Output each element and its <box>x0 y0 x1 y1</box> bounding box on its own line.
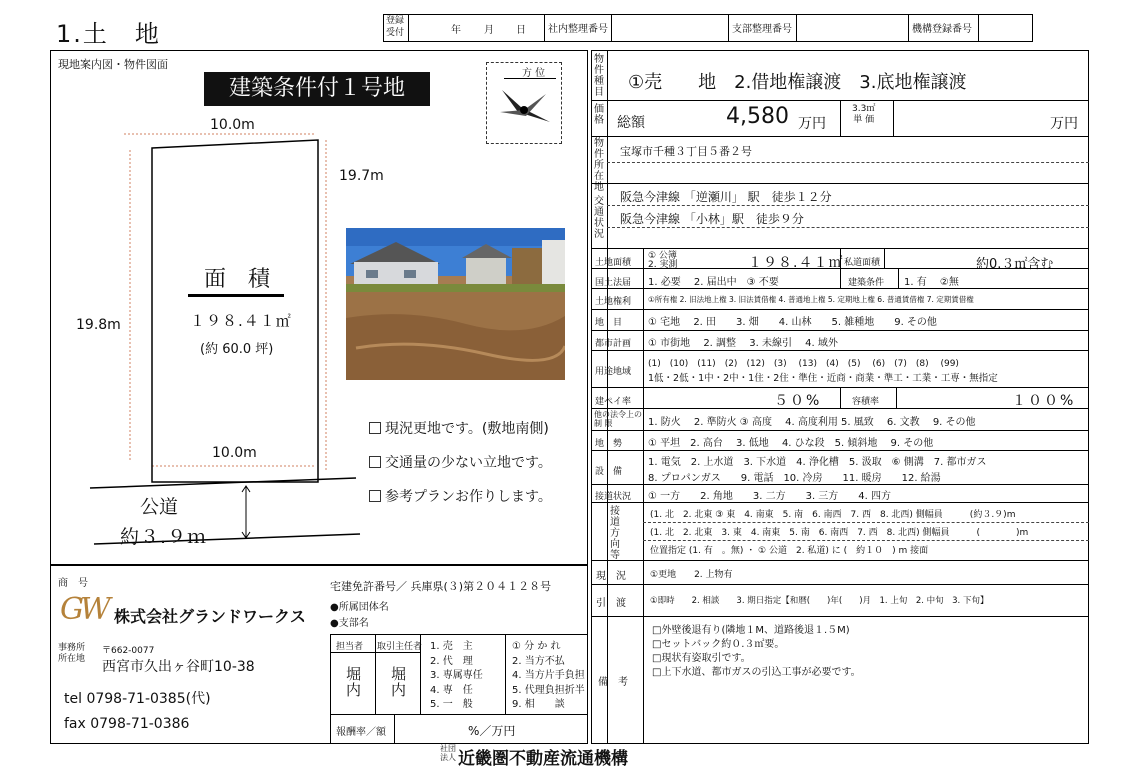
transport-2: 阪急今津線 「小林」駅 徒歩９分 <box>620 212 804 226</box>
build-cond-label: 建築条件 <box>848 278 885 288</box>
terrain-label: 地 勢 <box>595 439 623 449</box>
postal-code: 〒662-0077 <box>102 646 155 656</box>
fee-value: %／万円 <box>468 724 516 738</box>
corp-tag: 社団 法人 <box>440 744 456 762</box>
road-dir-3: 位置指定 (1. 有 。無) ・ ① 公道 2. 私道) に ( 約１０ ) m 接面 <box>650 546 929 556</box>
registration-label: 登録 受付 <box>386 16 405 38</box>
section-title: 1.土 地 <box>56 20 161 48</box>
handover: ①即時 2. 相談 3. 期日指定【和暦( )年( )月 1. 上旬 2. 中旬 3. 下旬】 <box>650 596 989 606</box>
zoning-names: 1低・2低・1中・2中・1住・2住・準住・近商・商業・準工・工業・工専・無指定 <box>648 373 998 384</box>
utilities-label: 設 備 <box>595 467 623 477</box>
property-location: 宝塚市千種３丁目５番２号 <box>620 145 752 158</box>
office-label: 事務所 所在地 <box>58 643 86 664</box>
company-tel: tel 0798-71-0385(代) <box>64 691 211 707</box>
other-limits: 1. 防火 2. 準防火 ③ 高度 4. 高度利用 5. 風致 6. 文教 9. その他 <box>648 417 976 428</box>
org-name: 近畿圏不動産流通機構 <box>458 749 628 766</box>
property-types: ①売 地 2.借地権譲渡 3.底地権譲渡 <box>628 72 967 93</box>
zoning-label: 用途地域 <box>595 367 632 377</box>
city-plan-label: 都市計画 <box>595 339 632 349</box>
remarks-list: □外壁後退有り(隣地１M、道路後退１.５M) □セットバック約０.３㎡要。 □現状有姿取引です。 □上下水道、都市ガスの引込工事が必要です。 <box>652 625 861 678</box>
top-width: 10.0m <box>210 117 255 133</box>
land-area-kind: ① 公簿 2. 実測 <box>648 251 678 270</box>
national-law-label: 国土法届 <box>595 278 632 288</box>
zoning-codes: (1) (10) (11) (2) (12) (3) (13) (4) (5) (6) (7) (8) (99) <box>648 359 959 369</box>
road-dir-1: (1. 北 2. 北東 ③ 東 4. 南東 5. 南 6. 南西 7. 西 8. 北西) 側幅員 (約３.９)m <box>650 510 1016 520</box>
coverage-label: 建ぺイ率 <box>595 397 632 407</box>
status: ①更地 2. 上物有 <box>650 570 733 580</box>
branch-no-label: 支部整理番号 <box>732 24 792 35</box>
company-name: 株式会社グランドワークス <box>114 607 306 626</box>
coverage-ratio: ５０% <box>774 393 822 409</box>
staff-label: 担当者 <box>336 642 364 652</box>
right-depth: 19.7m <box>339 168 384 184</box>
company-fax: fax 0798-71-0386 <box>64 716 190 732</box>
assoc-label: ●所属団体名 <box>330 602 389 613</box>
left-depth: 19.8m <box>76 317 121 333</box>
transport-label: 交通状況 <box>594 196 604 240</box>
price-value: 4,580 <box>726 104 789 129</box>
location-label: 物件所在地 <box>594 138 604 193</box>
land-cat: ① 宅地 2. 田 3. 畑 4. 山林 5. 雑種地 9. その他 <box>648 317 937 328</box>
type-label: 物件種目 <box>594 54 604 98</box>
banner-title: 建築条件付１号地 <box>204 72 430 106</box>
transport-1: 阪急今津線 「逆瀬川」 駅 徒歩１２分 <box>620 190 832 204</box>
far-label: 容積率 <box>852 397 880 407</box>
unit-price-label: 3.3㎡ 単 価 <box>852 104 876 125</box>
compass-label: 方 位 <box>522 68 546 79</box>
land-area: １９８.４１㎡ <box>748 255 844 271</box>
terrain: ① 平坦 2. 高台 3. 低地 4. ひな段 5. 傾斜地 9. その他 <box>648 438 934 449</box>
bottom-width: 10.0m <box>212 445 257 461</box>
national-law: 1. 必要 2. 届出中 ③ 不要 <box>648 277 779 288</box>
company-address: 西宮市久出ヶ谷町10-38 <box>102 659 255 675</box>
price-unit: 万円 <box>798 116 826 132</box>
other-limits-label: 他の法令上の 制 限 <box>594 410 642 428</box>
manager-name: 堀 内 <box>391 665 407 699</box>
city-plan: ① 市街地 2. 調整 3. 未線引 4. 域外 <box>648 338 838 349</box>
road-label: 公道 <box>140 496 179 518</box>
split-list: ① 分 か れ 2. 当方不払 4. 当方片手負担 5. 代理負担折半 9. 相 談 <box>512 641 585 710</box>
org-no-label: 機構登録番号 <box>912 24 972 35</box>
area-title: 面 積 <box>204 267 271 292</box>
area-tsubo: (約 60.0 坪) <box>200 342 274 357</box>
total-label: 総額 <box>617 115 645 131</box>
company-logo: GW <box>60 592 107 627</box>
note-1: 現況更地です。(敷地南側) <box>369 418 549 438</box>
remarks-label: 備 考 <box>598 677 628 688</box>
area-underline <box>188 294 284 297</box>
compass-icon <box>494 82 558 140</box>
site-photo <box>346 228 565 380</box>
land-right: ①所有権 2. 旧法地上権 3. 旧法賃借権 4. 普通地上権 5. 定期地上権 6. 普通賃借権 7. 定期賃借権 <box>648 295 974 304</box>
trade-label: 商 号 <box>58 578 88 589</box>
handover-label: 引 渡 <box>596 598 626 609</box>
note-3: 参考プランお作りします。 <box>369 486 552 506</box>
price-label: 価格 <box>594 104 604 126</box>
utilities-2: 8. プロパンガス 9. 電話 10. 冷房 11. 暖房 12. 給湯 <box>648 473 941 484</box>
utilities-1: 1. 電気 2. 上水道 3. 下水道 4. 浄化槽 5. 汲取 ⑥ 側溝 7. 都市ガス <box>648 457 987 468</box>
road-dir-label: 接道方向等 <box>610 506 620 561</box>
area-value: １９８.４１㎡ <box>190 312 292 330</box>
private-road-area: 約0.３㎡含む <box>976 257 1054 272</box>
note-2: 交通量の少ない立地です。 <box>369 452 552 472</box>
land-cat-label: 地 目 <box>595 318 623 328</box>
land-right-label: 土地権利 <box>595 297 632 307</box>
road-access: ① 一方 2. 角地 3. 二方 3. 三方 4. 四方 <box>648 491 892 502</box>
road-width: 約３.９ｍ <box>120 526 208 548</box>
branch-label: ●支部名 <box>330 618 369 629</box>
land-area-label: 土地面積 <box>595 258 632 268</box>
floor-area-ratio: １００% <box>1012 393 1076 409</box>
map-panel-title: 現地案内図・物件図面 <box>58 58 168 71</box>
private-road-label: 私道面積 <box>844 258 881 268</box>
status-label: 現 況 <box>596 571 626 582</box>
staff-name: 堀 内 <box>346 665 362 699</box>
role-list: 1. 売 主 2. 代 理 3. 専属専任 4. 専 任 5. 一 般 <box>430 641 483 710</box>
internal-no-label: 社内整理番号 <box>548 24 608 35</box>
road-dir-2: (1. 北 2. 北東 3. 東 4. 南東 5. 南 6. 南西 7. 西 8. 北西) 側幅員 ( )m <box>650 528 1029 538</box>
build-cond: 1. 有 ②無 <box>904 277 959 288</box>
manager-label: 取引主任者 <box>377 642 423 652</box>
unit-price-unit: 万円 <box>1050 116 1078 132</box>
road-access-label: 接道状況 <box>595 492 632 502</box>
fee-label: 報酬率／額 <box>336 727 386 738</box>
license-number: 宅建免許番号／ 兵庫県(３)第２０４１２８号 <box>330 580 552 593</box>
